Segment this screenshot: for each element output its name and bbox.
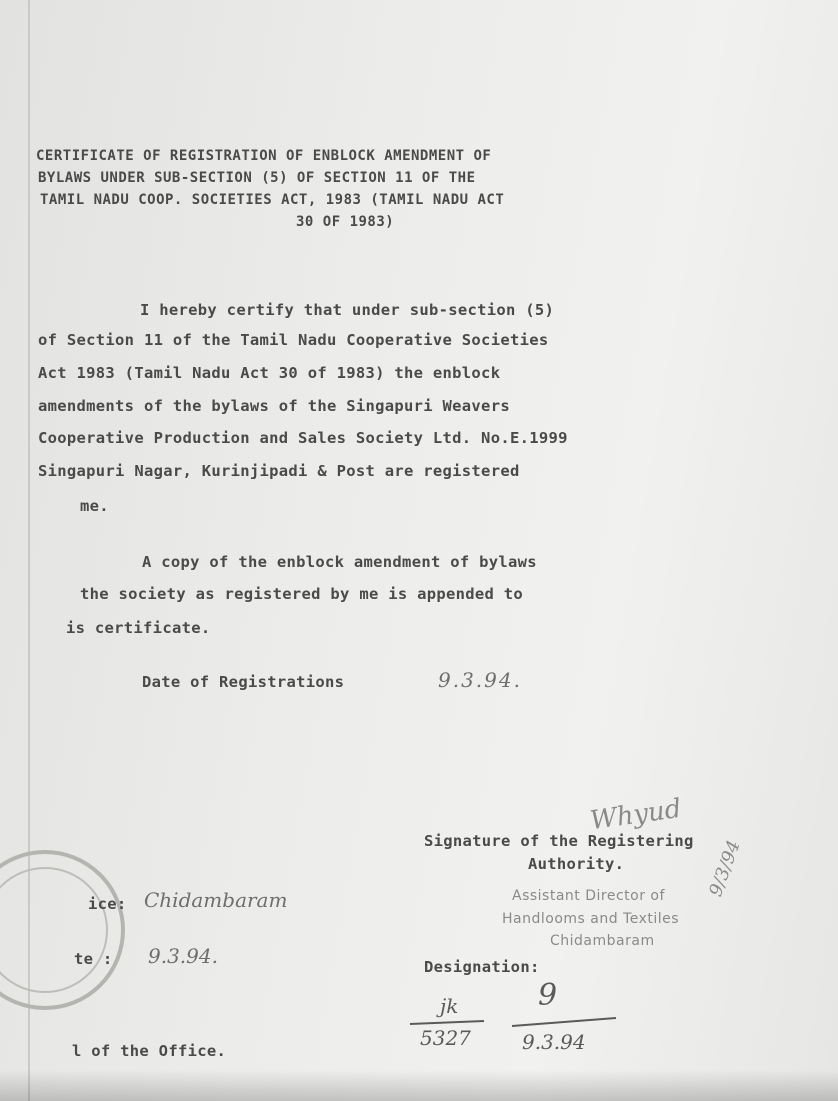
date-label: Date of Registrations bbox=[142, 673, 345, 691]
para1-line-2: of Section 11 of the Tamil Nadu Cooperative Societies bbox=[38, 331, 549, 349]
round-seal-icon bbox=[0, 840, 130, 1020]
para1-line-1: I hereby certify that under sub-section (5) bbox=[140, 301, 555, 319]
title-line-4: 30 OF 1983) bbox=[296, 214, 395, 230]
seal-line-1: Assistant Director of bbox=[512, 888, 665, 904]
place-value: Chidambaram bbox=[144, 888, 288, 912]
date-value: 9.3.94. bbox=[438, 668, 522, 692]
title-line-3: TAMIL NADU COOP. SOCIETIES ACT, 1983 (TAMIL NADU ACT bbox=[40, 192, 505, 208]
para2-line-2: the society as registered by me is appended to bbox=[80, 585, 524, 603]
ref-number-top: 9 bbox=[538, 978, 558, 1013]
seal-line-2: Handlooms and Textiles bbox=[502, 911, 680, 927]
signature-scrawl: Whyud bbox=[588, 793, 684, 837]
title-line-2: BYLAWS UNDER SUB-SECTION (5) OF SECTION 11 OF THE bbox=[38, 170, 476, 186]
signature-date: 9/3/94 bbox=[705, 837, 745, 900]
footer-seal-label: l of the Office. bbox=[72, 1042, 227, 1060]
bottom-shadow bbox=[0, 1070, 838, 1101]
para1-line-3: Act 1983 (Tamil Nadu Act 30 of 1983) the enblock bbox=[38, 364, 501, 382]
place-label: ice: bbox=[88, 895, 127, 913]
signature-label: Signature of the Registering bbox=[424, 832, 694, 850]
ref-number: 9.3.94 bbox=[522, 1030, 586, 1054]
para1-line-4: amendments of the bylaws of the Singapuri Weavers bbox=[38, 397, 510, 415]
left-date-value: 9.3.94. bbox=[148, 944, 218, 968]
seal-line-3: Chidambaram bbox=[550, 933, 655, 949]
designation-label: Designation: bbox=[424, 958, 540, 976]
left-date-label: te : bbox=[74, 950, 113, 968]
para1-line-5: Cooperative Production and Sales Society Ltd. No.E.1999 bbox=[38, 429, 568, 447]
signature-label-2: Authority. bbox=[528, 855, 625, 873]
para2-line-3: is certificate. bbox=[66, 619, 211, 637]
para1-line-7: me. bbox=[80, 497, 109, 515]
initials: jk bbox=[440, 994, 459, 1018]
ref-top: 5327 bbox=[420, 1026, 471, 1050]
title-line-1: CERTIFICATE OF REGISTRATION OF ENBLOCK AMENDMENT OF bbox=[36, 148, 492, 164]
ref-fraction-line-right bbox=[510, 1016, 620, 1030]
para1-line-6: Singapuri Nagar, Kurinjipadi & Post are registered bbox=[38, 462, 520, 480]
para2-line-1: A copy of the enblock amendment of bylaws bbox=[142, 553, 537, 571]
